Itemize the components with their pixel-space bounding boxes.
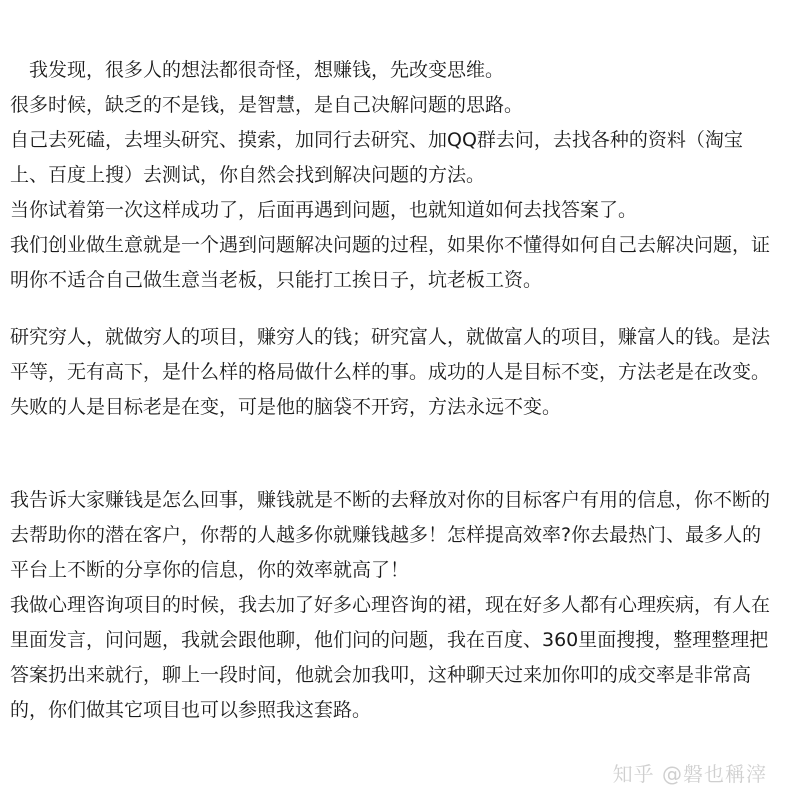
zhihu-watermark: 知乎 @磐也稱滓 xyxy=(612,762,767,786)
paragraph-block-1 xyxy=(10,53,780,298)
paragraph: 自己去死磕，去埋头研究、摸索，加同行去研究、加QQ群去问，去找各种的资料（淘宝上、百度上搜）去测试，你自然会找到解决问题的方法。 xyxy=(10,129,743,186)
paragraph: 研究穷人，就做穷人的项目，赚穷人的钱；研究富人，就做富人的项目，赚富人的钱。是法平等，无有高下，是什么样的格局做什么样的事。成功的人是目标不变，方法老是在改变。 失败的人是目标老是在变，可是他的脑袋不开窍，方法永远不变。 xyxy=(10,326,771,418)
paragraph: 我们创业做生意就是一个遇到问题解决问题的过程，如果你不懂得如何自己去解决问题，证明你不适合自己做生意当老板，只能打工挨日子，坑老板工资。 xyxy=(10,234,771,291)
paragraph: 很多时候，缺乏的不是钱，是智慧，是自己决解问题的思路。 xyxy=(10,94,524,116)
paragraph-block-2 xyxy=(10,320,780,425)
paragraph: 我发现，很多人的想法都很奇怪，想赚钱，先改变思维。 xyxy=(10,59,505,81)
paragraph: 我告诉大家赚钱是怎么回事，赚钱就是不断的去释放对你的目标客户有用的信息，你不断的去帮助你的潜在客户，你帮的人越多你就赚钱越多！怎样提高效率?你去最热门、最多人的平台上不断的分享你的信息，你的效率就高了！ xyxy=(10,489,771,581)
paragraph-block-3 xyxy=(10,483,780,728)
paragraph: 当你试着第一次这样成功了，后面再遇到问题，也就知道如何去找答案了。 xyxy=(10,199,638,221)
paragraph: 我做心理咨询项目的时候，我去加了好多心理咨询的裙，现在好多人都有心理疾病，有人在里面发言，问问题，我就会跟他聊，他们问的问题，我在百度、360里面搜搜，整理整理把答案扔出来就行，聊上一段时间，他就会加我叩，这种聊天过来加你叩的成交率是非常高的，你们做其它项目也可以参照我这套路。 xyxy=(10,594,771,721)
